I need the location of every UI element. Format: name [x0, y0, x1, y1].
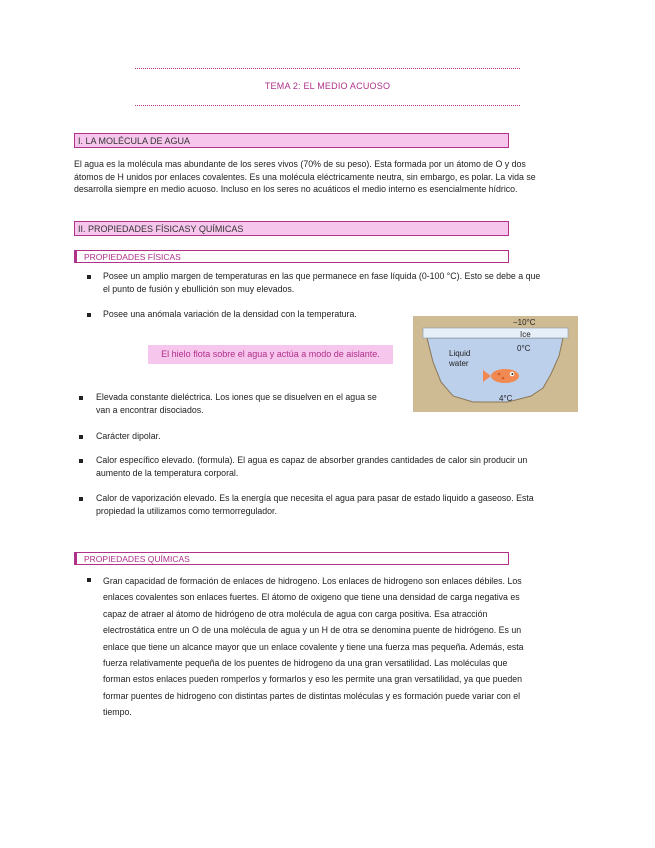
bullet-icon [87, 578, 91, 582]
bullet-icon [79, 497, 83, 501]
bullet-icon [87, 275, 91, 279]
surface-temp-label: 0°C [517, 344, 531, 353]
text-line: electrostática entre un O de una molécula de agua y un H de otra se denomina puente de hidrógeno. Es un [103, 625, 522, 636]
text-line: El agua es la molécula mas abundante de los seres vivos (70% de su peso). Esta formada por un átomo de O y dos [74, 159, 526, 169]
text-line: fuerza relativamente pequeña de los puentes de hidrogeno da una gran versatilidad. Las moléculas que [103, 658, 508, 669]
text-line: enlace que tiene un alcance mayor que un enlace covalente y tiene una fuerza mas pequeña. Además, esta [103, 641, 524, 652]
text-line: átomos de H unidos por enlaces covalentes. Es una molécula eléctricamente neutra, sin embargo, es polar. La vida se [74, 171, 536, 182]
text-line: Elevada constante dieléctrica. Los iones que se disuelven en el agua se [96, 392, 377, 402]
lake-diagram-svg [413, 316, 578, 412]
text-line: aumento de la temperatura corporal. [96, 467, 239, 478]
text-line: propiedad la utilizamos como termorregulador. [96, 505, 277, 516]
text-line: enlaces covalentes son enlaces fuertes. El átomo de oxigeno que tiene una densidad de carga negativa es [103, 592, 520, 603]
text-line: Calor específico elevado. (formula). El agua es capaz de absorber grandes cantidades de calor sin producir un [96, 455, 528, 465]
text-line: Gran capacidad de formación de enlaces de hidrogeno. Los enlaces de hidrogeno son enlaces débiles. Los [103, 576, 522, 586]
header-top-rule [135, 68, 520, 69]
ice-layer [423, 328, 568, 338]
bullet-icon [87, 313, 91, 317]
list-item [103, 573, 583, 721]
text-line: capaz de atraer al átomo de hidrógeno de otra molécula de agua con carga positiva. Esa atracción [103, 608, 488, 619]
water-label: water [449, 359, 469, 368]
bullet-icon [79, 459, 83, 463]
page-title: TEMA 2: EL MEDIO ACUOSO [264, 81, 391, 91]
list-item [96, 430, 396, 443]
text-line: el punto de fusión y ebullición son muy elevados. [103, 283, 295, 294]
ice-label: Ice [520, 330, 531, 339]
subsection-heading-fisicas: PROPIEDADES FÍSICAS [74, 250, 509, 263]
bullet-icon [79, 396, 83, 400]
text-line: Carácter dipolar. [96, 431, 161, 441]
text-line: Posee una anómala variación de la densidad con la temperatura. [103, 309, 357, 319]
text-line: van a encontrar disociados. [96, 404, 204, 415]
list-item [103, 308, 403, 321]
bullet-icon [79, 435, 83, 439]
ice-water-diagram [413, 316, 578, 412]
subsection-heading-quimicas: PROPIEDADES QUÍMICAS [74, 552, 509, 565]
header-bottom-rule [135, 105, 520, 106]
section-heading-molecula: I. LA MOLÉCULA DE AGUA [74, 133, 509, 148]
list-item [103, 270, 583, 295]
text-line: desarrolla siempre en medio acuoso. Incluso en los seres no acuáticos el medio interno es esencialmente hídrico. [74, 184, 518, 195]
list-item [96, 391, 408, 416]
bottom-temp-label: 4°C [499, 394, 513, 403]
ice-temp-label: −10°C [513, 318, 536, 327]
section-heading-propiedades: II. PROPIEDADES FÍSICASY QUÍMICAS [74, 221, 509, 236]
ice-callout: El hielo flota sobre el agua y actúa a modo de aislante. [148, 345, 393, 364]
text-line: forman estos enlaces pueden romperlos y formarlos y eso les permite una gran versatilidad, ya que pueden [103, 674, 523, 685]
section1-paragraph [74, 158, 594, 196]
text-line: Posee un amplio margen de temperaturas en las que permanece en fase líquida (0-100 °C). Esto se debe a que [103, 271, 541, 281]
text-line: formar puentes de hidrogeno con distintas partes de distintas moléculas y es formación puede variar con el [103, 690, 521, 701]
list-item [96, 454, 586, 479]
list-item [96, 492, 586, 517]
text-line: Calor de vaporización elevado. Es la energía que necesita el agua para pasar de estado liquido a gaseoso. Esta [96, 493, 534, 503]
text-line: tiempo. [103, 707, 132, 718]
liquid-label: Liquid [449, 349, 471, 358]
